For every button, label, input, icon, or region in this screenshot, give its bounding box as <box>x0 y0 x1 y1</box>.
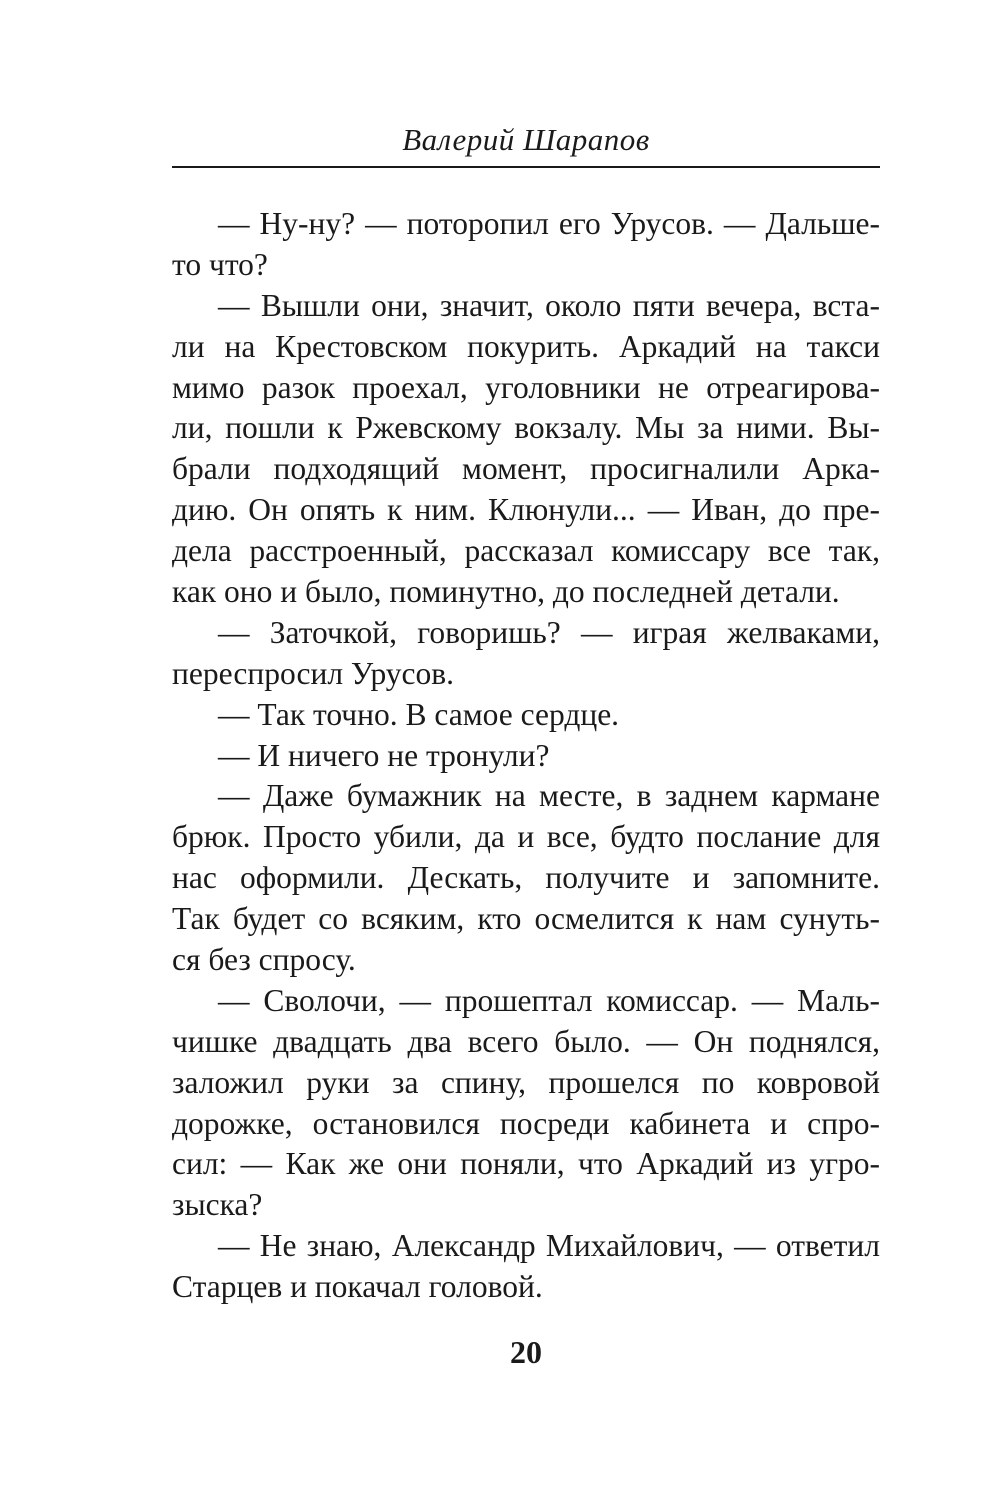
text-line: чишке двадцать два всего было. — Он поднялся, <box>172 1023 880 1059</box>
text-line: заложил руки за спину, прошелся по ковровой <box>172 1064 880 1100</box>
text-line: брюк. Просто убили, да и все, будто послание для <box>172 819 880 855</box>
text-line: — И ничего не тронули? <box>218 737 550 773</box>
page-number: 20 <box>510 1334 542 1370</box>
text-line: — Сволочи, — прошептал комиссар. — Маль- <box>218 982 880 1018</box>
text-line: то что? <box>172 246 268 282</box>
running-head-author: Валерий Шарапов <box>402 122 650 157</box>
text-line: Старцев и покачал головой. <box>172 1269 543 1305</box>
text-line: дела расстроенный, рассказал комиссару все так, <box>172 533 880 569</box>
text-line: — Даже бумажник на месте, в заднем кармане <box>218 778 880 814</box>
text-line: брали подходящий момент, просигналили Арка- <box>172 451 880 487</box>
header-rule <box>172 166 880 168</box>
text-line: ли на Крестовском покурить. Аркадий на такси <box>172 328 880 364</box>
text-line: нас оформили. Дескать, получите и запомните. <box>172 860 880 896</box>
text-line: зыска? <box>172 1187 263 1223</box>
text-line: ли, пошли к Ржевскому вокзалу. Мы за ними. Вы- <box>172 410 880 446</box>
text-line: дию. Он опять к ним. Клюнули... — Иван, до пре- <box>172 492 880 528</box>
text-line: — Вышли они, значит, около пяти вечера, вста- <box>218 287 880 323</box>
text-line: ся без спросу. <box>172 942 356 978</box>
text-line: мимо разок проехал, уголовники не отреагирова- <box>172 369 880 405</box>
text-line: Так будет со всяким, кто осмелится к нам сунуть- <box>172 901 880 937</box>
text-line: — Так точно. В самое сердце. <box>218 696 620 732</box>
text-line: как оно и было, поминутно, до последней детали. <box>172 574 840 610</box>
text-line: — Заточкой, говоришь? — играя желваками, <box>218 614 880 650</box>
text-line: дорожке, остановился посреди кабинета и спро- <box>172 1105 880 1141</box>
text-line: — Ну-ну? — поторопил его Урусов. — Дальше- <box>218 206 880 241</box>
text-line: сил: — Как же они поняли, что Аркадий из угро- <box>172 1146 880 1182</box>
text-line: переспросил Урусов. <box>172 655 455 691</box>
body-text <box>172 204 880 1308</box>
text-line: — Не знаю, Александр Михайлович, — ответил <box>218 1228 880 1264</box>
